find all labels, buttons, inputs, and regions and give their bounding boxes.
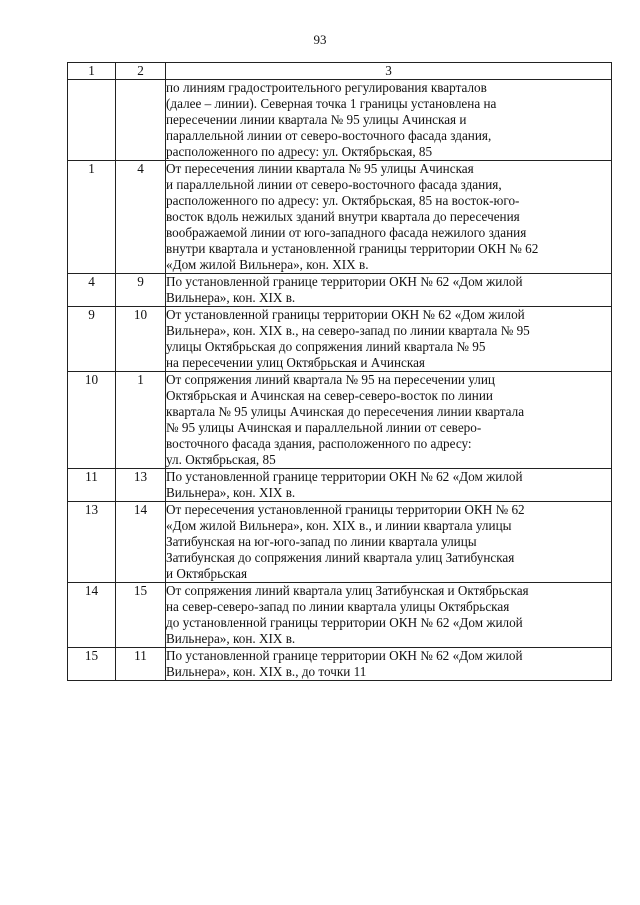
description-line: Октябрьская и Ачинская на север-северо-восток по линии xyxy=(166,388,493,403)
table-row xyxy=(68,372,612,469)
point-from-cell: 1 xyxy=(68,161,116,274)
description-line: расположенного по адресу: ул. Октябрьская, 85 на восток-юго- xyxy=(166,193,520,208)
table-header-row xyxy=(68,63,612,80)
description-line: От пересечения линии квартала № 95 улицы Ачинская xyxy=(166,161,474,176)
description-line: воображаемой линии от юго-западного фасада нежилого здания xyxy=(166,225,527,240)
table-row xyxy=(68,502,612,583)
point-from-cell xyxy=(68,80,116,161)
description-line: до установленной границы территории ОКН № 62 «Дом жилой xyxy=(166,615,523,630)
point-to-cell: 11 xyxy=(116,648,166,681)
point-to-cell: 15 xyxy=(116,583,166,648)
description-cell xyxy=(166,274,612,307)
description-line: От сопряжения линий квартала улиц Затибунская и Октябрьская xyxy=(166,583,529,598)
description-cell xyxy=(166,502,612,583)
description-line: и параллельной линии от северо-восточного фасада здания, xyxy=(166,177,502,192)
description-line: улицы Октябрьская до сопряжения линий квартала № 95 xyxy=(166,339,486,354)
point-from-cell: 15 xyxy=(68,648,116,681)
description-cell xyxy=(166,648,612,681)
description-line: на пересечении улиц Октябрьская и Ачинская xyxy=(166,355,426,370)
description-line: ул. Октябрьская, 85 xyxy=(166,452,276,467)
point-to-cell: 13 xyxy=(116,469,166,502)
description-line: От установленной границы территории ОКН № 62 «Дом жилой xyxy=(166,307,525,322)
point-from-cell: 4 xyxy=(68,274,116,307)
description-line: По установленной границе территории ОКН № 62 «Дом жилой xyxy=(166,469,523,484)
table-row xyxy=(68,161,612,274)
table-row xyxy=(68,307,612,372)
description-line: восточного фасада здания, расположенного по адресу: xyxy=(166,436,472,451)
point-to-cell xyxy=(116,80,166,161)
description-cell xyxy=(166,469,612,502)
description-line: Затибунская на юг-юго-запад по линии квартала улицы xyxy=(166,534,477,549)
table-body xyxy=(68,80,612,681)
point-from-cell: 13 xyxy=(68,502,116,583)
description-line: Вильнера», кон. XIX в. xyxy=(166,290,296,305)
description-line: внутри квартала и установленной границы территории ОКН № 62 xyxy=(166,241,539,256)
point-to-cell: 10 xyxy=(116,307,166,372)
point-from-cell: 11 xyxy=(68,469,116,502)
description-line: квартала № 95 улицы Ачинская до пересечения линии квартала xyxy=(166,404,525,419)
description-line: параллельной линии от северо-восточного фасада здания, xyxy=(166,128,492,143)
point-from-cell: 9 xyxy=(68,307,116,372)
point-to-cell: 1 xyxy=(116,372,166,469)
description-cell xyxy=(166,372,612,469)
description-line: по линиям градостроительного регулирования кварталов xyxy=(166,80,487,95)
description-line: восток вдоль нежилых зданий внутри квартала до пересечения xyxy=(166,209,520,224)
description-line: Вильнера», кон. XIX в., на северо-запад по линии квартала № 95 xyxy=(166,323,530,338)
column-header-description: 3 xyxy=(166,63,612,80)
column-header-point-from: 1 xyxy=(68,63,116,80)
description-line: пересечении линии квартала № 95 улицы Ачинская и xyxy=(166,112,467,127)
point-from-cell: 10 xyxy=(68,372,116,469)
column-header-point-to: 2 xyxy=(116,63,166,80)
description-cell xyxy=(166,161,612,274)
table-row xyxy=(68,80,612,161)
description-line: Вильнера», кон. XIX в., до точки 11 xyxy=(166,664,367,679)
description-cell xyxy=(166,583,612,648)
description-line: «Дом жилой Вильнера», кон. XIX в. xyxy=(166,257,369,272)
point-to-cell: 4 xyxy=(116,161,166,274)
description-line: По установленной границе территории ОКН № 62 «Дом жилой xyxy=(166,274,523,289)
description-line: По установленной границе территории ОКН № 62 «Дом жилой xyxy=(166,648,523,663)
description-line: и Октябрьская xyxy=(166,566,248,581)
description-line: От сопряжения линий квартала № 95 на пересечении улиц xyxy=(166,372,495,387)
table-row xyxy=(68,648,612,681)
description-line: Затибунская до сопряжения линий квартала улиц Затибунская xyxy=(166,550,515,565)
description-cell xyxy=(166,80,612,161)
description-line: на север-северо-запад по линии квартала улицы Октябрьская xyxy=(166,599,510,614)
description-line: расположенного по адресу: ул. Октябрьская, 85 xyxy=(166,144,433,159)
description-line: № 95 улицы Ачинская и параллельной линии от северо- xyxy=(166,420,482,435)
boundary-description-table xyxy=(67,62,612,681)
description-line: От пересечения установленной границы территории ОКН № 62 xyxy=(166,502,525,517)
description-line: «Дом жилой Вильнера», кон. XIX в., и линии квартала улицы xyxy=(166,518,512,533)
table-row xyxy=(68,469,612,502)
description-line: Вильнера», кон. XIX в. xyxy=(166,631,296,646)
point-from-cell: 14 xyxy=(68,583,116,648)
description-line: (далее – линии). Северная точка 1 границы установлена на xyxy=(166,96,497,111)
page-number: 93 xyxy=(313,32,327,47)
description-cell xyxy=(166,307,612,372)
point-to-cell: 14 xyxy=(116,502,166,583)
point-to-cell: 9 xyxy=(116,274,166,307)
table-row xyxy=(68,274,612,307)
table-row xyxy=(68,583,612,648)
description-line: Вильнера», кон. XIX в. xyxy=(166,485,296,500)
